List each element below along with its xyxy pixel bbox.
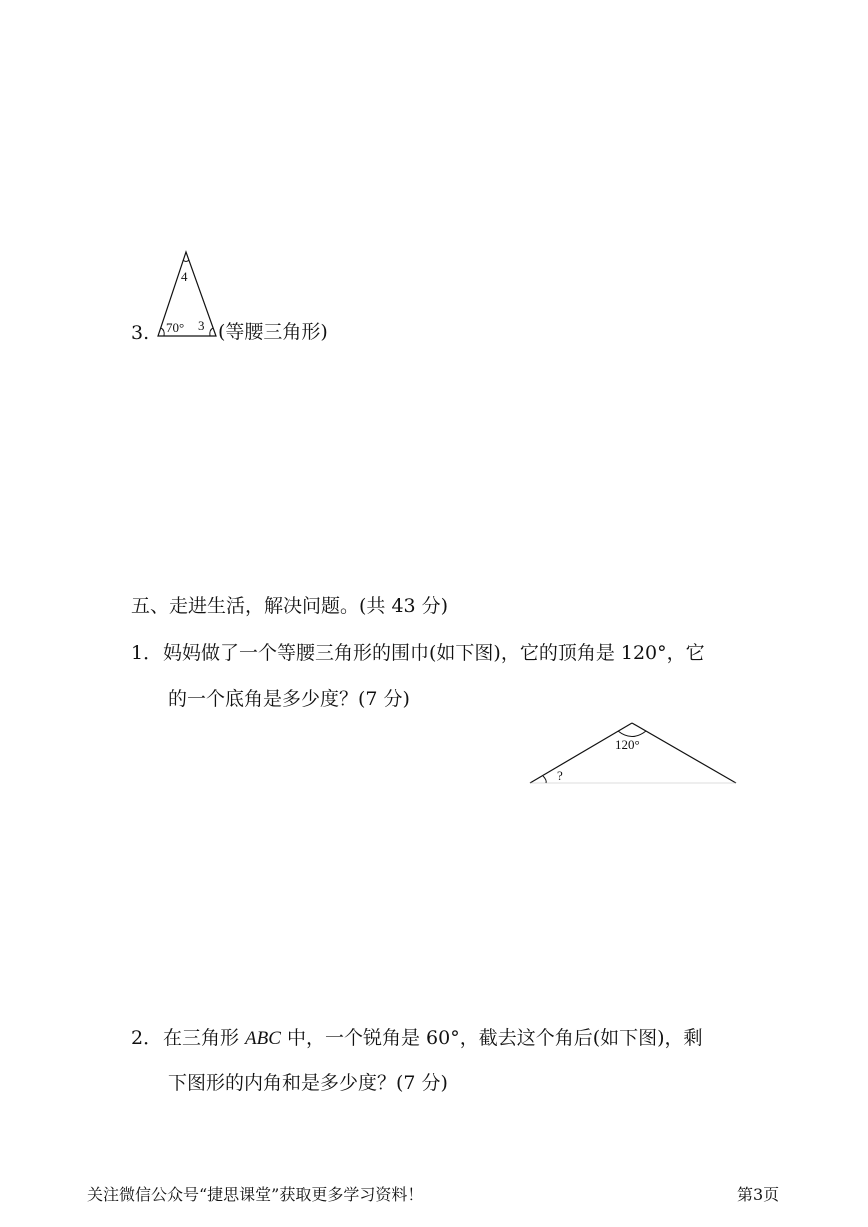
q2-line1-post: 中，一个锐角是 60°，截去这个角后(如下图)，剩 — [280, 1027, 703, 1049]
apex-angle-label: 120° — [615, 737, 640, 752]
q2-line1 — [163, 1029, 703, 1048]
q1-number: 1． — [131, 642, 163, 664]
base-angle-arc — [543, 776, 546, 783]
isosceles-triangle-figure — [150, 248, 225, 340]
scarf-triangle-figure — [526, 718, 741, 788]
problem3-caption: (等腰三角形) — [218, 321, 328, 343]
angle-3-label: 3 — [198, 318, 205, 333]
angle-70-label: 70° — [166, 320, 185, 335]
page-number: 第3页 — [737, 1185, 780, 1204]
q1-line1: 妈妈做了一个等腰三角形的围巾(如下图)，它的顶角是 120°，它 — [163, 642, 705, 664]
apex-angle-arc — [183, 260, 189, 262]
left-angle-arc — [161, 328, 164, 336]
right-angle-arc — [210, 328, 213, 336]
q2-number: 2． — [131, 1027, 163, 1049]
base-angle-label: ? — [557, 768, 563, 783]
footer-promo: 关注微信公众号“捷思课堂”获取更多学习资料！ — [87, 1185, 424, 1204]
section5-title: 五、走进生活，解决问题。(共 43 分) — [131, 595, 449, 617]
q2-line1-pre: 在三角形 — [163, 1027, 246, 1049]
q2-triangle-abc: ABC — [245, 1028, 281, 1049]
q2-line2: 下图形的内角和是多少度？(7 分) — [168, 1072, 448, 1094]
scarf-left-side — [530, 723, 632, 783]
scarf-right-side — [632, 723, 736, 783]
angle-4-label: 4 — [181, 269, 188, 284]
q1-line2: 的一个底角是多少度？(7 分) — [168, 688, 410, 710]
problem3-number: 3. — [131, 322, 150, 344]
apex-angle-arc — [618, 731, 646, 737]
